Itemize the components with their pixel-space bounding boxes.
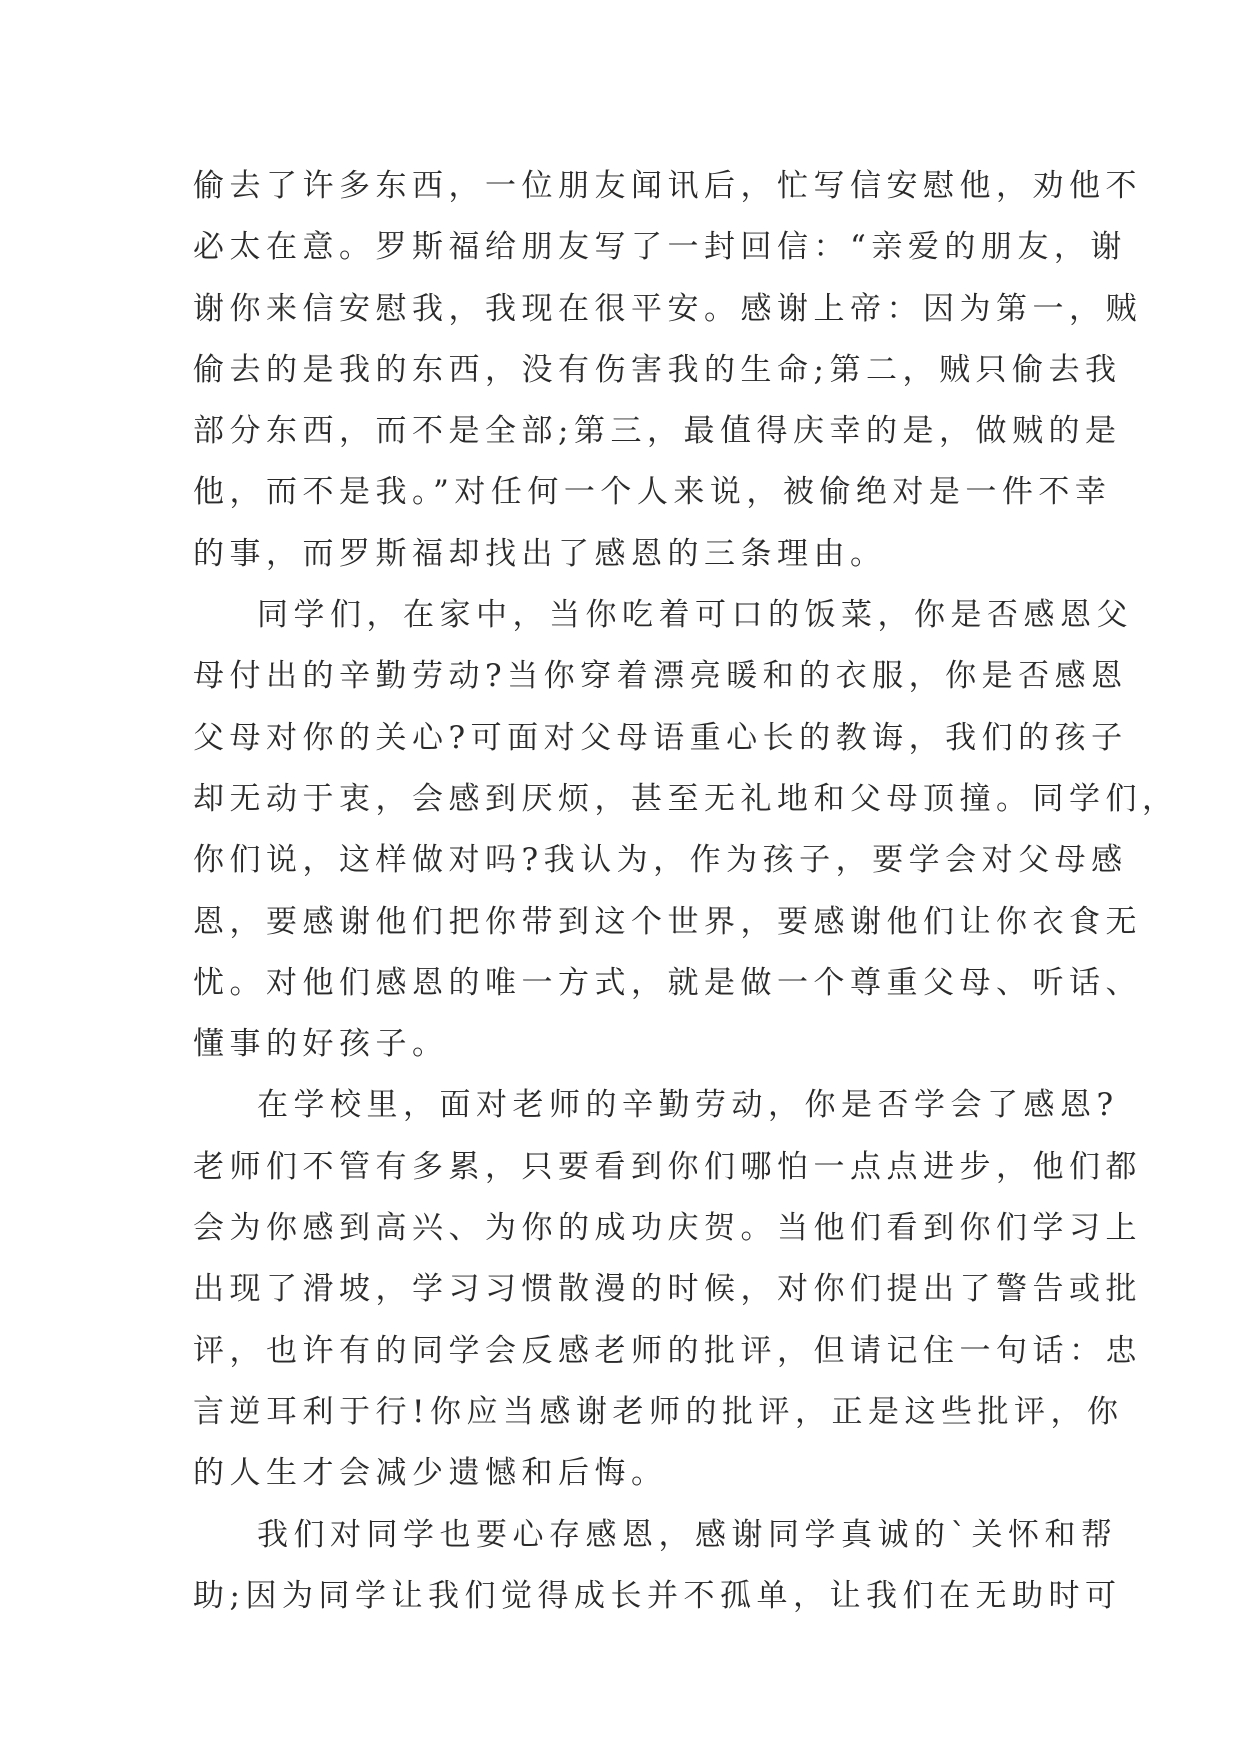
text-line: 谢你来信安慰我，我现在很平安。感谢上帝：因为第一，贼 bbox=[193, 290, 1142, 327]
text-line: 母付出的辛勤劳动?当你穿着漂亮暖和的衣服，你是否感恩 bbox=[193, 658, 1128, 695]
text-line: 的事，而罗斯福却找出了感恩的三条理由。 bbox=[193, 535, 887, 572]
text-line: 必太在意。罗斯福给朋友写了一封回信：“亲爱的朋友，谢 bbox=[193, 229, 1127, 266]
text-line: 评，也许有的同学会反感老师的批评，但请记住一句话：忠 bbox=[193, 1332, 1142, 1369]
text-line: 忧。对他们感恩的唯一方式，就是做一个尊重父母、听话、 bbox=[193, 964, 1142, 1001]
text-line: 助;因为同学让我们觉得成长并不孤单，让我们在无助时可 bbox=[193, 1577, 1122, 1614]
text-line: 在学校里，面对老师的辛勤劳动，你是否学会了感恩? bbox=[257, 1087, 1119, 1124]
text-line: 父母对你的关心?可面对父母语重心长的教诲，我们的孩子 bbox=[193, 719, 1128, 756]
text-line: 却无动于衷，会感到厌烦，甚至无礼地和父母顶撞。同学们， bbox=[193, 780, 1179, 817]
text-line: 恩，要感谢他们把你带到这个世界，要感谢他们让你衣食无 bbox=[193, 903, 1142, 940]
text-line: 他，而不是我。”对任何一个人来说，被偷绝对是一件不幸 bbox=[193, 474, 1112, 511]
text-line: 部分东西，而不是全部;第三，最值得庆幸的是，做贼的是 bbox=[193, 413, 1122, 450]
text-line: 会为你感到高兴、为你的成功庆贺。当他们看到你们学习上 bbox=[193, 1210, 1142, 1247]
text-line: 老师们不管有多累，只要看到你们哪怕一点点进步，他们都 bbox=[193, 1148, 1142, 1185]
text-line: 出现了滑坡，学习习惯散漫的时候，对你们提出了警告或批 bbox=[193, 1271, 1142, 1308]
text-line: 言逆耳利于行!你应当感谢老师的批评，正是这些批评，你 bbox=[193, 1393, 1124, 1430]
text-line: 偷去了许多东西，一位朋友闻讯后，忙写信安慰他，劝他不 bbox=[193, 168, 1142, 204]
text-line: 懂事的好孩子。 bbox=[193, 1026, 449, 1063]
text-line: 的人生才会减少遗憾和后悔。 bbox=[193, 1455, 668, 1492]
text-line: 同学们，在家中，当你吃着可口的饭菜，你是否感恩父 bbox=[257, 597, 1133, 634]
text-line: 你们说，这样做对吗?我认为，作为孩子，要学会对父母感 bbox=[193, 842, 1128, 879]
body-text bbox=[193, 156, 1179, 1627]
text-line: 偷去的是我的东西，没有伤害我的生命;第二，贼只偷去我 bbox=[193, 351, 1122, 388]
text-line: 我们对同学也要心存感恩，感谢同学真诚的`关怀和帮 bbox=[257, 1516, 1118, 1553]
